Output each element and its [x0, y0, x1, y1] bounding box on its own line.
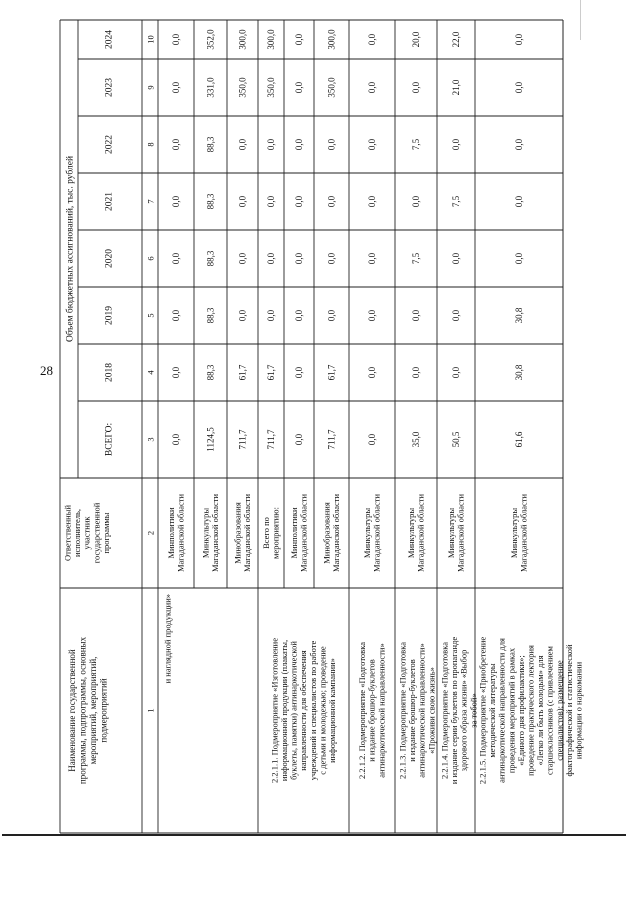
row-value: 0,0 [266, 252, 276, 265]
header-responsible-column: Ответственный [62, 505, 73, 561]
row-item-name: и наглядной продукции» [162, 594, 173, 684]
table-content [60, 20, 584, 833]
row-item-name: старшеклассников (с привлечением [544, 646, 555, 775]
row-value: 0,0 [367, 309, 377, 322]
header-year-2018: 2018 [104, 363, 115, 382]
row-value: 0,0 [294, 433, 304, 446]
row-value: 0,0 [294, 366, 304, 379]
row-value: 0,0 [294, 33, 304, 46]
column-number: 1 [145, 708, 156, 713]
row-value: 61,7 [266, 364, 276, 381]
row-responsible: мероприятию: [270, 507, 281, 559]
row-value: 0,0 [514, 33, 524, 46]
row-item-name: и издание брошюр-буклетов [407, 659, 418, 762]
row-responsible: Минкультуры [445, 507, 456, 559]
row-value: 300,0 [237, 29, 248, 50]
row-item-name: буклеты, памятки) антинаркотической [288, 641, 299, 780]
row-item-name: специалистов); размещение [554, 660, 565, 761]
row-value: 0,0 [266, 309, 276, 322]
row-item-name: 2.2.1.5. Подмероприятие «Приобретение [477, 636, 488, 785]
row-item-name: учреждений и специалистов по работе [307, 640, 318, 781]
row-responsible: Всего по [260, 517, 271, 549]
row-value: 0,0 [411, 195, 421, 208]
column-number: 7 [145, 199, 156, 204]
row-item-name: 2.2.1.4. Подмероприятие «Подготовка [439, 642, 450, 779]
row-value: 0,0 [326, 309, 337, 322]
column-number: 5 [145, 313, 156, 318]
row-value: 0,0 [367, 33, 377, 46]
row-item-name: за тобой» [468, 693, 479, 728]
row-value: 1124,5 [205, 427, 216, 452]
header-year-2022: 2022 [104, 135, 115, 154]
row-value: 0,0 [237, 252, 248, 265]
row-item-name: информационной кампании» [327, 658, 337, 763]
row-item-name: проведения мероприятий в рамках [506, 647, 517, 774]
row-value: 350,0 [266, 77, 276, 98]
header-responsible-column: программы [100, 512, 111, 554]
row-value: 7,5 [451, 195, 461, 208]
row-value: 0,0 [294, 309, 304, 322]
row-responsible: Магаданской области [518, 493, 529, 573]
row-value: 350,0 [237, 77, 248, 98]
header-year-2024: 2024 [104, 30, 115, 49]
row-value: 0,0 [514, 81, 524, 94]
row-value: 0,0 [171, 33, 181, 46]
row-value: 300,0 [266, 29, 276, 50]
row-item-name: антинаркотической направленности» [416, 643, 427, 778]
row-value: 30,8 [514, 307, 524, 324]
row-item-name: методической литературы [487, 663, 498, 758]
row-item-name: проведение практического лектория [525, 645, 536, 776]
row-responsible: Минкультуры [361, 507, 372, 559]
row-item-name: фактографической и статистической [563, 644, 574, 777]
row-value: 0,0 [411, 81, 421, 94]
row-value: 0,0 [367, 81, 377, 94]
row-value: 0,0 [514, 195, 524, 208]
row-item-name: 2.2.1.2. Подмероприятие «Подготовка [357, 642, 368, 779]
row-value: 88,3 [205, 193, 216, 210]
row-value: 0,0 [367, 252, 377, 265]
row-item-name: «Проживи свою жизнь» [426, 667, 437, 754]
row-value: 0,0 [326, 252, 337, 265]
row-value: 0,0 [171, 252, 181, 265]
page-number: 28 [40, 363, 53, 378]
row-value: 0,0 [514, 252, 524, 265]
row-item-name: и издание серии буклетов по пропаганде [449, 636, 460, 785]
row-item-name: здорового образа жизни» «Выбор [458, 649, 469, 772]
header-name-column: Наименование государственной [67, 649, 77, 772]
row-responsible: Магаданской области [455, 493, 466, 573]
row-item-name: «Единого дня профилактики»; [515, 655, 526, 766]
row-value: 61,7 [326, 364, 337, 381]
row-value: 300,0 [326, 29, 337, 50]
row-value: 0,0 [237, 138, 248, 151]
row-value: 0,0 [171, 366, 181, 379]
row-value: 0,0 [367, 366, 377, 379]
row-value: 0,0 [411, 366, 421, 379]
row-responsible: Магаданской области [331, 493, 341, 573]
header-total-label: ВСЕГО: [104, 422, 115, 457]
row-responsible: Минкультуры [508, 507, 519, 559]
row-value: 711,7 [326, 429, 337, 450]
row-value: 88,3 [205, 250, 216, 267]
row-value: 0,0 [266, 195, 276, 208]
header-name-column: мероприятий, мероприятий, [88, 656, 98, 765]
row-item-name: 2.2.1.3. Подмероприятие «Подготовка [397, 642, 408, 779]
row-item-name: антинаркотической направленности для [496, 638, 507, 783]
header-year-2021: 2021 [104, 192, 115, 211]
row-value: 331,0 [205, 77, 216, 98]
column-number: 3 [145, 437, 156, 442]
row-value: 0,0 [367, 433, 377, 446]
row-value: 0,0 [294, 195, 304, 208]
row-value: 22,0 [451, 31, 461, 48]
row-value: 88,3 [205, 136, 216, 153]
header-year-2020: 2020 [104, 249, 115, 268]
header-responsible-column: государственной [91, 502, 102, 564]
row-value: 88,3 [205, 364, 216, 381]
header-budget-title: Объем бюджетных ассигнований, тыс. рублей [65, 155, 76, 343]
row-item-name: антинаркотической направленности» [376, 643, 387, 778]
row-responsible: Минобразования [232, 502, 243, 564]
row-value: 0,0 [171, 195, 181, 208]
column-number: 9 [145, 85, 156, 90]
header-year-2023: 2023 [104, 78, 115, 97]
row-value: 0,0 [326, 195, 337, 208]
column-number: 4 [145, 370, 156, 375]
row-responsible: Минобразования [321, 502, 332, 564]
row-value: 0,0 [294, 252, 304, 265]
row-value: 0,0 [451, 138, 461, 151]
row-value: 0,0 [514, 138, 524, 151]
row-responsible: Магаданской области [298, 493, 309, 573]
row-value: 350,0 [326, 77, 337, 98]
row-value: 0,0 [294, 138, 304, 151]
row-value: 0,0 [326, 138, 337, 151]
row-responsible: Магаданской области [242, 493, 252, 573]
row-value: 0,0 [411, 309, 421, 322]
row-value: 0,0 [451, 366, 461, 379]
column-number: 6 [145, 256, 156, 261]
row-item-name: с детьми и молодежью; проведение [317, 646, 328, 775]
row-item-name: и издание брошюр-буклетов [366, 659, 377, 762]
row-responsible: Минкультуры [200, 507, 211, 559]
row-responsible: Минполитики [288, 507, 299, 559]
row-value: 0,0 [451, 252, 461, 265]
row-responsible: Магаданской области [175, 493, 186, 573]
row-value: 0,0 [451, 309, 461, 322]
row-value: 0,0 [367, 138, 377, 151]
row-value: 61,6 [514, 431, 524, 448]
row-value: 0,0 [171, 309, 181, 322]
row-responsible: Магаданской области [415, 493, 426, 573]
row-item-name: информации о наркомании [573, 661, 584, 760]
row-value: 21,0 [451, 79, 461, 96]
row-value: 0,0 [171, 138, 181, 151]
row-value: 711,7 [237, 429, 248, 450]
row-value: 711,7 [266, 429, 276, 450]
row-value: 0,0 [237, 195, 248, 208]
header-name-column: программы, подпрограммы, основных [77, 636, 88, 785]
row-value: 20,0 [411, 31, 421, 48]
row-value: 0,0 [237, 309, 248, 322]
row-responsible: Минкультуры [405, 507, 416, 559]
column-number: 8 [145, 142, 156, 147]
row-value: 0,0 [367, 195, 377, 208]
header-name-column: подмероприятий [98, 678, 109, 743]
header-responsible-column: участник [81, 516, 92, 550]
row-value: 7,5 [411, 138, 421, 151]
page-edge-line [2, 834, 626, 836]
row-value: 7,5 [411, 252, 421, 265]
row-value: 88,3 [205, 307, 216, 324]
row-value: 35,0 [411, 431, 421, 448]
row-item-name: информационной продукции (плакаты, [279, 639, 289, 782]
row-value: 0,0 [294, 81, 304, 94]
header-year-2019: 2019 [104, 306, 115, 325]
row-item-name: «Легко ли быть молодым» для [535, 655, 546, 766]
row-responsible: Магаданской области [371, 493, 382, 573]
row-item-name: 2.2.1.1. Подмероприятие «Изготовление [269, 638, 280, 783]
row-responsible: Минполитики [165, 507, 176, 559]
row-value: 0,0 [171, 433, 181, 446]
scan-edge-mark [580, 0, 581, 40]
row-value: 0,0 [266, 138, 276, 151]
row-value: 0,0 [171, 81, 181, 94]
row-item-name: направленности для обеспечения [298, 650, 309, 771]
row-value: 352,0 [205, 29, 216, 50]
row-value: 61,7 [237, 364, 248, 381]
row-value: 50,5 [451, 431, 461, 448]
row-value: 30,8 [514, 364, 524, 381]
column-number: 2 [145, 530, 156, 536]
column-number: 10 [145, 35, 156, 44]
row-responsible: Магаданской области [210, 493, 220, 573]
header-responsible-column: исполнитель, [72, 508, 83, 558]
